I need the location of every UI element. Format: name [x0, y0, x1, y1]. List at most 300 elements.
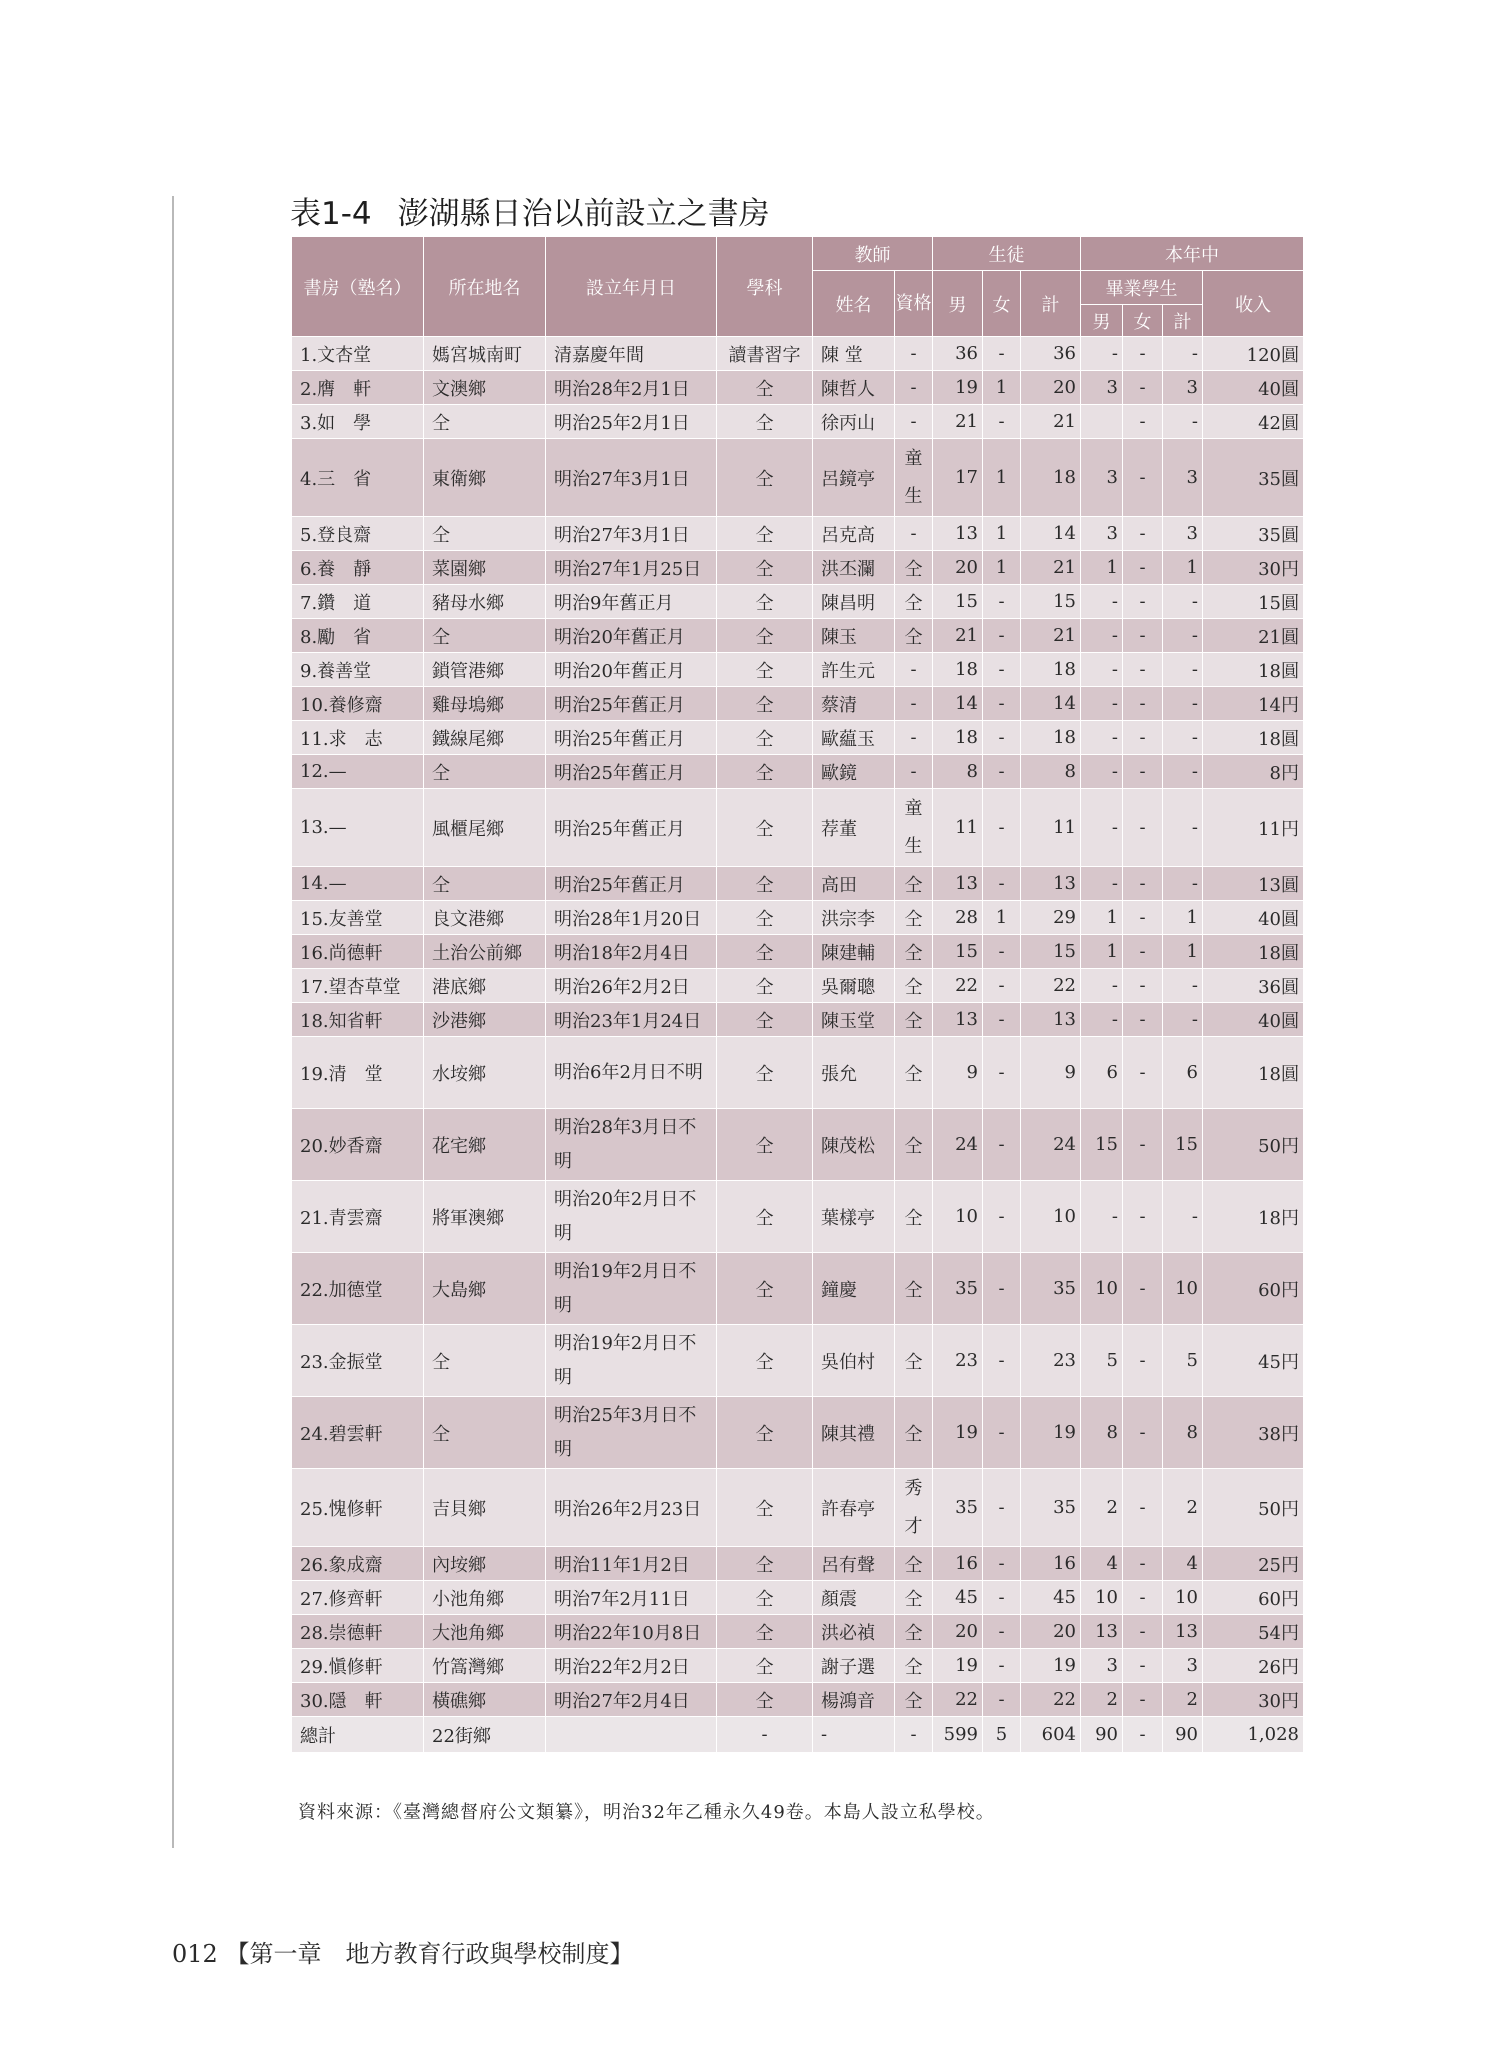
table-row: [292, 789, 1304, 867]
cell-teacher-name: 陳其禮: [813, 1397, 895, 1469]
cell-female: -: [983, 1615, 1021, 1649]
cell-teacher-qual: 仝: [895, 867, 933, 901]
cell-grad-total: -: [1163, 337, 1203, 371]
cell-teacher-name: 洪必禎: [813, 1615, 895, 1649]
cell-location: 仝: [424, 405, 546, 439]
cell-school: 15.友善堂: [292, 901, 424, 935]
cell-subject: 仝: [717, 439, 813, 517]
cell-grad-total: -: [1163, 1003, 1203, 1037]
cell-grad-male: 15: [1081, 1109, 1123, 1181]
col-grad-total: 計: [1163, 305, 1203, 337]
cell-teacher-name: 謝子選: [813, 1649, 895, 1683]
col-subject: 學科: [717, 237, 813, 337]
cell-teacher-name: 陳 堂: [813, 337, 895, 371]
cell-grad-total: 8: [1163, 1397, 1203, 1469]
cell-grad-male: 90: [1081, 1717, 1123, 1753]
cell-location: 將軍澳鄉: [424, 1181, 546, 1253]
cell-subject: 仝: [717, 1397, 813, 1469]
cell-teacher-name: 陳茂松: [813, 1109, 895, 1181]
col-grad-female: 女: [1123, 305, 1163, 337]
cell-grad-total: -: [1163, 867, 1203, 901]
cell-grad-male: 3: [1081, 371, 1123, 405]
cell-grad-female: -: [1123, 1581, 1163, 1615]
cell-grad-total: 1: [1163, 901, 1203, 935]
cell-grad-male: 10: [1081, 1581, 1123, 1615]
cell-teacher-name: 呂鏡亭: [813, 439, 895, 517]
cell-school: 14.—: [292, 867, 424, 901]
cell-total: 9: [1021, 1037, 1081, 1109]
cell-subject: 仝: [717, 1683, 813, 1717]
cell-grad-female: -: [1123, 405, 1163, 439]
cell-male: 10: [933, 1181, 983, 1253]
cell-subject: 仝: [717, 901, 813, 935]
cell-subject: 仝: [717, 1615, 813, 1649]
cell-female: 1: [983, 517, 1021, 551]
cell-location: 東衛鄉: [424, 439, 546, 517]
qualification-char: 生: [904, 835, 923, 857]
cell-date: 明治25年舊正月: [546, 755, 717, 789]
col-graduates: 畢業學生: [1081, 271, 1203, 305]
cell-subject: 仝: [717, 653, 813, 687]
col-students-female: 女: [983, 271, 1021, 337]
cell-teacher-qual: [895, 439, 933, 517]
cell-school: 24.碧雲軒: [292, 1397, 424, 1469]
cell-female: -: [983, 1397, 1021, 1469]
cell-grad-female: -: [1123, 1253, 1163, 1325]
cell-grad-female: -: [1123, 1397, 1163, 1469]
table-row: [292, 405, 1304, 439]
cell-teacher-qual: 仝: [895, 1397, 933, 1469]
cell-school: 12.—: [292, 755, 424, 789]
cell-total: 18: [1021, 721, 1081, 755]
cell-grad-female: -: [1123, 1469, 1163, 1547]
cell-date: 明治20年2月日不明: [546, 1181, 717, 1253]
cell-teacher-qual: 仝: [895, 1003, 933, 1037]
table-row: [292, 439, 1304, 517]
cell-teacher-qual: 仝: [895, 1615, 933, 1649]
cell-grad-female: -: [1123, 1683, 1163, 1717]
cell-grad-male: 1: [1081, 551, 1123, 585]
table-row: [292, 687, 1304, 721]
cell-teacher-name: 許春亭: [813, 1469, 895, 1547]
cell-date: 清嘉慶年間: [546, 337, 717, 371]
cell-income: 60円: [1203, 1253, 1304, 1325]
cell-grad-male: 3: [1081, 1649, 1123, 1683]
cell-teacher-name: 荐董: [813, 789, 895, 867]
cell-teacher-qual: -: [895, 337, 933, 371]
cell-teacher-name: 呂克高: [813, 517, 895, 551]
cell-total: 16: [1021, 1547, 1081, 1581]
table-row: [292, 1181, 1304, 1253]
cell-female: 1: [983, 371, 1021, 405]
cell-income: 11円: [1203, 789, 1304, 867]
cell-date: 明治28年1月20日: [546, 901, 717, 935]
cell-male: 16: [933, 1547, 983, 1581]
table-row: [292, 1037, 1304, 1109]
cell-subject: -: [717, 1717, 813, 1753]
table-caption: 澎湖縣日治以前設立之書房: [397, 196, 770, 232]
cell-grad-male: 2: [1081, 1469, 1123, 1547]
table-row: [292, 1683, 1304, 1717]
cell-total: 14: [1021, 687, 1081, 721]
cell-income: 18円: [1203, 1181, 1304, 1253]
cell-male: 20: [933, 551, 983, 585]
table-body: [292, 337, 1304, 1753]
table-row: [292, 755, 1304, 789]
cell-total: 45: [1021, 1581, 1081, 1615]
cell-location: 小池角鄉: [424, 1581, 546, 1615]
cell-subject: 仝: [717, 1037, 813, 1109]
cell-subject: 仝: [717, 1109, 813, 1181]
cell-total: 13: [1021, 1003, 1081, 1037]
cell-grad-total: 1: [1163, 551, 1203, 585]
cell-male: 15: [933, 935, 983, 969]
cell-male: 28: [933, 901, 983, 935]
cell-school: 13.—: [292, 789, 424, 867]
cell-grad-female: -: [1123, 585, 1163, 619]
cell-teacher-qual: [895, 1469, 933, 1547]
cell-income: 26円: [1203, 1649, 1304, 1683]
cell-teacher-qual: -: [895, 405, 933, 439]
cell-grad-total: 3: [1163, 517, 1203, 551]
cell-grad-female: -: [1123, 653, 1163, 687]
cell-location: 橫礁鄉: [424, 1683, 546, 1717]
cell-school: 29.愼修軒: [292, 1649, 424, 1683]
cell-total: 14: [1021, 517, 1081, 551]
cell-subject: 仝: [717, 517, 813, 551]
cell-teacher-name: 陳玉: [813, 619, 895, 653]
cell-school: 16.尚德軒: [292, 935, 424, 969]
cell-income: 18圓: [1203, 1037, 1304, 1109]
cell-grad-total: -: [1163, 721, 1203, 755]
cell-income: 120圓: [1203, 337, 1304, 371]
cell-grad-total: -: [1163, 687, 1203, 721]
cell-grad-female: -: [1123, 619, 1163, 653]
col-school: 書房（塾名）: [292, 237, 424, 337]
cell-teacher-name: 陳玉堂: [813, 1003, 895, 1037]
cell-total: 21: [1021, 405, 1081, 439]
cell-total: 19: [1021, 1397, 1081, 1469]
cell-teacher-name: 張允: [813, 1037, 895, 1109]
cell-male: 20: [933, 1615, 983, 1649]
cell-teacher-name: 楊鴻音: [813, 1683, 895, 1717]
cell-teacher-name: 許生元: [813, 653, 895, 687]
cell-location: 風櫃尾鄉: [424, 789, 546, 867]
cell-grad-female: -: [1123, 1717, 1163, 1753]
cell-total: 15: [1021, 935, 1081, 969]
cell-female: -: [983, 1547, 1021, 1581]
cell-grad-total: 5: [1163, 1325, 1203, 1397]
cell-teacher-name: 歐鏡: [813, 755, 895, 789]
cell-grad-total: 3: [1163, 1649, 1203, 1683]
cell-grad-male: -: [1081, 969, 1123, 1003]
cell-location: 內垵鄉: [424, 1547, 546, 1581]
cell-date: 明治19年2月日不明: [546, 1253, 717, 1325]
cell-total: 29: [1021, 901, 1081, 935]
table-row: [292, 1325, 1304, 1397]
table-row: [292, 1717, 1304, 1753]
cell-female: -: [983, 687, 1021, 721]
cell-female: -: [983, 969, 1021, 1003]
cell-location: 仝: [424, 1397, 546, 1469]
cell-grad-total: -: [1163, 653, 1203, 687]
cell-total: 15: [1021, 585, 1081, 619]
cell-subject: 仝: [717, 1547, 813, 1581]
cell-female: -: [983, 1683, 1021, 1717]
cell-grad-female: -: [1123, 1547, 1163, 1581]
qualification-char: 生: [904, 485, 923, 507]
cell-income: 30円: [1203, 1683, 1304, 1717]
cell-income: 30円: [1203, 551, 1304, 585]
cell-income: 14円: [1203, 687, 1304, 721]
cell-teacher-name: 高田: [813, 867, 895, 901]
cell-income: 54円: [1203, 1615, 1304, 1649]
cell-female: -: [983, 653, 1021, 687]
cell-date: 明治25年3月日不明: [546, 1397, 717, 1469]
cell-grad-total: 13: [1163, 1615, 1203, 1649]
table-row: [292, 1547, 1304, 1581]
cell-location: 豬母水鄉: [424, 585, 546, 619]
cell-grad-total: -: [1163, 755, 1203, 789]
cell-subject: 仝: [717, 1181, 813, 1253]
cell-school: 4.三 省: [292, 439, 424, 517]
cell-female: -: [983, 1003, 1021, 1037]
table-row: [292, 337, 1304, 371]
table-title: [290, 188, 770, 233]
table-row: [292, 1003, 1304, 1037]
cell-location: 鎖管港鄉: [424, 653, 546, 687]
cell-grad-total: 3: [1163, 371, 1203, 405]
cell-total: 11: [1021, 789, 1081, 867]
cell-female: -: [983, 405, 1021, 439]
col-teacher-qual: 資格: [895, 271, 933, 337]
cell-income: 60円: [1203, 1581, 1304, 1615]
cell-teacher-qual: -: [895, 371, 933, 405]
cell-grad-total: -: [1163, 969, 1203, 1003]
cell-grad-total: -: [1163, 619, 1203, 653]
cell-school: 6.養 靜: [292, 551, 424, 585]
table-row: [292, 901, 1304, 935]
cell-grad-male: 1: [1081, 935, 1123, 969]
margin-rule: [172, 196, 174, 1848]
cell-teacher-qual: 仝: [895, 1109, 933, 1181]
cell-grad-total: 1: [1163, 935, 1203, 969]
cell-subject: 仝: [717, 371, 813, 405]
study-house-table: [291, 236, 1304, 1753]
cell-teacher-name: 吳伯村: [813, 1325, 895, 1397]
cell-location: 仝: [424, 755, 546, 789]
cell-subject: 仝: [717, 1325, 813, 1397]
cell-location: 花宅鄉: [424, 1109, 546, 1181]
cell-income: 35圓: [1203, 517, 1304, 551]
cell-female: -: [983, 935, 1021, 969]
cell-grad-male: [1081, 405, 1123, 439]
cell-male: 13: [933, 1003, 983, 1037]
cell-grad-male: 4: [1081, 1547, 1123, 1581]
table-row: [292, 721, 1304, 755]
cell-male: 19: [933, 371, 983, 405]
cell-grad-male: -: [1081, 687, 1123, 721]
cell-total: 21: [1021, 551, 1081, 585]
cell-teacher-name: 洪宗李: [813, 901, 895, 935]
cell-male: 18: [933, 653, 983, 687]
cell-date: 明治18年2月4日: [546, 935, 717, 969]
cell-female: -: [983, 1581, 1021, 1615]
cell-school: 20.妙香齋: [292, 1109, 424, 1181]
table-row: [292, 1109, 1304, 1181]
cell-income: 35圓: [1203, 439, 1304, 517]
cell-teacher-name: 鐘慶: [813, 1253, 895, 1325]
cell-location: 水垵鄉: [424, 1037, 546, 1109]
cell-grad-female: -: [1123, 1003, 1163, 1037]
cell-location: 吉貝鄉: [424, 1469, 546, 1547]
cell-school: 總計: [292, 1717, 424, 1753]
cell-grad-male: -: [1081, 619, 1123, 653]
cell-school: 21.青雲齋: [292, 1181, 424, 1253]
table-row: [292, 1581, 1304, 1615]
cell-total: 35: [1021, 1469, 1081, 1547]
cell-male: 45: [933, 1581, 983, 1615]
cell-grad-male: -: [1081, 1181, 1123, 1253]
cell-grad-female: -: [1123, 1325, 1163, 1397]
cell-grad-female: -: [1123, 1037, 1163, 1109]
cell-income: 18圓: [1203, 721, 1304, 755]
cell-grad-male: 5: [1081, 1325, 1123, 1397]
cell-male: 22: [933, 1683, 983, 1717]
cell-grad-female: -: [1123, 517, 1163, 551]
cell-grad-male: -: [1081, 585, 1123, 619]
cell-date: 明治25年2月1日: [546, 405, 717, 439]
cell-date: [546, 1717, 717, 1753]
cell-grad-total: 10: [1163, 1581, 1203, 1615]
cell-school: 2.膺 軒: [292, 371, 424, 405]
cell-teacher-qual: 仝: [895, 1181, 933, 1253]
cell-female: -: [983, 867, 1021, 901]
cell-male: 19: [933, 1649, 983, 1683]
cell-total: 24: [1021, 1109, 1081, 1181]
table-row: [292, 1615, 1304, 1649]
cell-grad-female: -: [1123, 1649, 1163, 1683]
cell-date: 明治27年3月1日: [546, 439, 717, 517]
cell-subject: 仝: [717, 1581, 813, 1615]
cell-female: -: [983, 1253, 1021, 1325]
cell-grad-female: -: [1123, 755, 1163, 789]
cell-male: 19: [933, 1397, 983, 1469]
cell-female: -: [983, 1469, 1021, 1547]
cell-total: 21: [1021, 619, 1081, 653]
cell-grad-total: -: [1163, 585, 1203, 619]
cell-total: 19: [1021, 1649, 1081, 1683]
cell-income: 42圓: [1203, 405, 1304, 439]
table-row: [292, 619, 1304, 653]
cell-income: 8円: [1203, 755, 1304, 789]
cell-teacher-qual: -: [895, 1717, 933, 1753]
cell-grad-female: -: [1123, 371, 1163, 405]
cell-male: 21: [933, 619, 983, 653]
cell-total: 18: [1021, 653, 1081, 687]
cell-school: 22.加德堂: [292, 1253, 424, 1325]
cell-income: 13圓: [1203, 867, 1304, 901]
page-footer: [172, 1934, 633, 1969]
cell-female: -: [983, 619, 1021, 653]
col-students-total: 計: [1021, 271, 1081, 337]
cell-date: 明治19年2月日不明: [546, 1325, 717, 1397]
cell-teacher-qual: -: [895, 653, 933, 687]
table-header: [292, 237, 1304, 337]
cell-female: -: [983, 1325, 1021, 1397]
cell-location: 雞母塢鄉: [424, 687, 546, 721]
cell-teacher-name: 徐丙山: [813, 405, 895, 439]
cell-male: 14: [933, 687, 983, 721]
cell-grad-total: 6: [1163, 1037, 1203, 1109]
cell-subject: 仝: [717, 1469, 813, 1547]
cell-teacher-qual: 仝: [895, 901, 933, 935]
col-location: 所在地名: [424, 237, 546, 337]
cell-income: 38円: [1203, 1397, 1304, 1469]
cell-subject: 仝: [717, 1649, 813, 1683]
cell-income: 40圓: [1203, 901, 1304, 935]
col-teacher-name: 姓名: [813, 271, 895, 337]
cell-grad-female: -: [1123, 789, 1163, 867]
cell-female: -: [983, 1037, 1021, 1109]
cell-teacher-qual: 仝: [895, 1325, 933, 1397]
cell-grad-female: -: [1123, 1109, 1163, 1181]
cell-subject: 仝: [717, 969, 813, 1003]
cell-total: 22: [1021, 969, 1081, 1003]
cell-teacher-qual: -: [895, 687, 933, 721]
qualification-char: 才: [904, 1515, 923, 1537]
cell-date: 明治6年2月日不明: [546, 1037, 717, 1109]
cell-teacher-name: 吳爾聰: [813, 969, 895, 1003]
col-students: 生徒: [933, 237, 1081, 271]
cell-income: 1,028: [1203, 1717, 1304, 1753]
cell-location: 仝: [424, 517, 546, 551]
cell-female: 1: [983, 551, 1021, 585]
col-teacher: 教師: [813, 237, 933, 271]
table-row: [292, 1469, 1304, 1547]
cell-grad-female: -: [1123, 687, 1163, 721]
cell-female: -: [983, 721, 1021, 755]
cell-total: 10: [1021, 1181, 1081, 1253]
cell-grad-male: 2: [1081, 1683, 1123, 1717]
cell-income: 25円: [1203, 1547, 1304, 1581]
table-row: [292, 1253, 1304, 1325]
cell-teacher-qual: -: [895, 517, 933, 551]
cell-school: 26.象成齋: [292, 1547, 424, 1581]
cell-location: 媽宮城南町: [424, 337, 546, 371]
cell-school: 8.勵 省: [292, 619, 424, 653]
cell-subject: 仝: [717, 755, 813, 789]
cell-grad-total: 2: [1163, 1469, 1203, 1547]
cell-grad-male: 6: [1081, 1037, 1123, 1109]
cell-male: 18: [933, 721, 983, 755]
cell-subject: 仝: [717, 789, 813, 867]
table-row: [292, 585, 1304, 619]
cell-male: 15: [933, 585, 983, 619]
cell-school: 1.文杏堂: [292, 337, 424, 371]
cell-location: 土治公前鄉: [424, 935, 546, 969]
cell-male: 35: [933, 1253, 983, 1325]
cell-teacher-name: -: [813, 1717, 895, 1753]
table-row: [292, 935, 1304, 969]
cell-date: 明治25年舊正月: [546, 867, 717, 901]
cell-location: 大島鄉: [424, 1253, 546, 1325]
cell-subject: 仝: [717, 405, 813, 439]
cell-grad-total: -: [1163, 405, 1203, 439]
cell-date: 明治20年舊正月: [546, 653, 717, 687]
cell-school: 9.養善堂: [292, 653, 424, 687]
cell-subject: 仝: [717, 585, 813, 619]
